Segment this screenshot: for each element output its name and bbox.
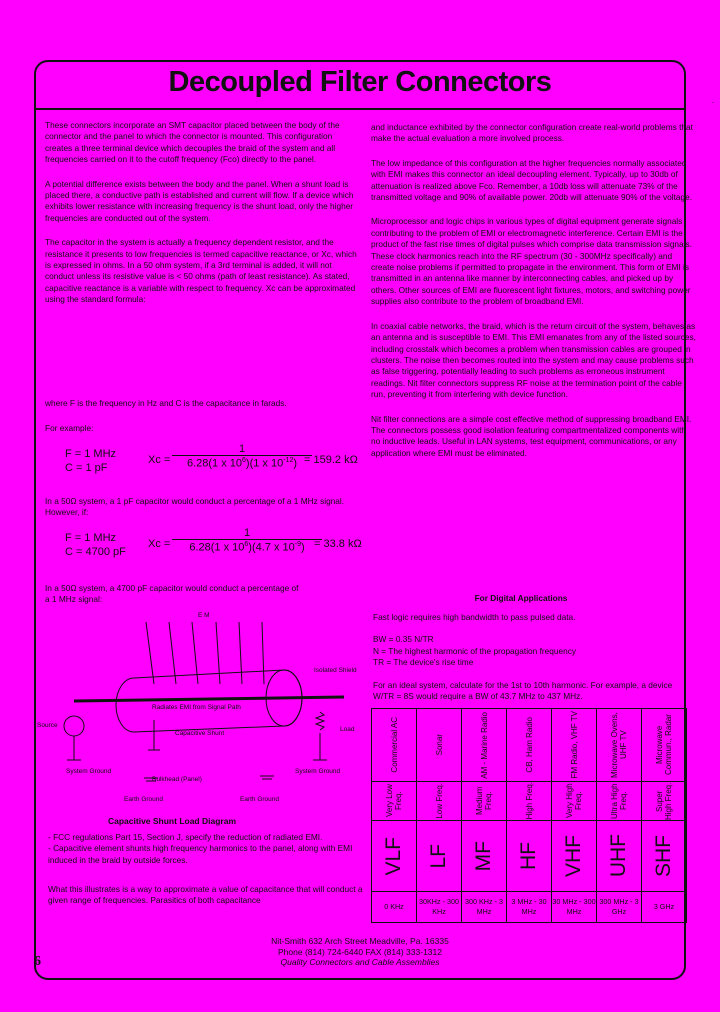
band-range: 300 KHz - 3 MHz (462, 892, 507, 923)
example2-frequency: F = 1 MHz (65, 532, 117, 544)
footer-tagline: Quality Connectors and Cable Assemblies (280, 957, 440, 967)
emi-arrow (146, 622, 154, 684)
example2-fraction (172, 527, 322, 554)
potential-paragraph: A potential difference exists between the body and the panel. When a shunt load is placed there, a conductive path is established and current will flow. If a device which exhibits lower resistance with increasing frequency is the shunt load, only the higher frequencies are conducted out of the system. (45, 178, 354, 223)
earth-ground-left-label: Earth Ground (124, 796, 164, 803)
example1-frequency: F = 1 MHz (65, 448, 117, 460)
ideal-system-paragraph: For an ideal system, calculate for the 1st to 10th harmonic. For example, a device W/TR = 8S would require a BW of 43.7 MHz to 437 MHz. (373, 679, 673, 702)
band-description: Medium Freq. (475, 786, 493, 816)
company-footer (210, 936, 510, 968)
description-row (372, 782, 687, 821)
example1-numerator: 1 (238, 443, 246, 455)
example2-conclusion: In a 50Ω system, a 4700 pF capacitor would conduct a percentage of a 1 MHz signal: (45, 583, 299, 605)
example1-denominator: 6.28(1 x $10^6)(1$ x $10^{-12}$) (172, 455, 312, 470)
source-label: Source (37, 722, 58, 729)
example2-denominator: 6.28(1 x $10^6)(4.7$ x $10^{-9}$) (172, 539, 322, 554)
digital-section (373, 612, 693, 713)
band-application: CB, Ham Radio (524, 717, 534, 773)
left-column (45, 120, 360, 319)
bw-formula: BW = 0.35 N/TR (373, 634, 434, 645)
bulkhead-line (74, 697, 344, 701)
band-abbreviation: MF (472, 840, 495, 872)
capacitive-shunt-label: Capacitive Shunt (175, 730, 225, 737)
band-range: 3 GHz (642, 892, 687, 923)
page-number: 6 (34, 954, 41, 969)
impedance-paragraph: The low impedance of this configuration at the higher frequencies normally associated with EMI makes this connector an ideal decoupling element. Typically, up to 30db of attenuation is realized above Fco. Remember, a 10db loss will attenuate 73% of the transmitted voltage and 90% of available power. 20db will attenuate 90% of the voltage. (371, 157, 693, 203)
band-application: Commercial AC (389, 717, 399, 773)
band-application: Microwave Commun., Radar (655, 714, 673, 776)
band-abbreviation: UHF (607, 834, 630, 878)
diagram-caption: Capacitive Shunt Load Diagram (108, 816, 236, 826)
side-mark: - (712, 100, 714, 106)
band-description: Super High Freq. (655, 782, 673, 820)
filter-paragraph: Nit filter connections are a simple cost effective method of suppressing broadband EMI. The connectors possess good isolation featuring compartmentalized components with no inductive leads. Useful in LAN systems, test equipment, communications, or any application where EMI must be eliminated. (371, 413, 692, 458)
band-description: Very High Freq. (565, 783, 583, 819)
system-ground-right-label: System Ground (295, 768, 341, 775)
abbreviation-row (372, 821, 687, 892)
example1-xc: Xc = (148, 454, 171, 466)
bulkhead-label: Bulkhead (Panel) (152, 776, 202, 783)
frequency-band-table (371, 708, 687, 923)
emi-arrow (262, 622, 264, 684)
example2-numerator: 1 (243, 527, 251, 539)
band-range: 3 MHz - 30 MHz (507, 892, 552, 923)
band-abbreviation: VHF (562, 835, 585, 877)
band-description: High Freq. (524, 782, 534, 820)
bullet-fcc: - FCC regulations Part 15, Section J, specify the reduction of radiated EMI. (48, 832, 323, 842)
isolated-shield-label: Isolated Shield (314, 667, 357, 674)
example1-fraction (172, 443, 312, 470)
band-abbreviation: LF (427, 843, 450, 869)
band-application: Microwave Ovens, UHF TV (610, 712, 628, 778)
intro-paragraph: These connectors incorporate an SMT capacitor placed between the body of the connector and the panel to which the connector is mounted. This configuration creates a three terminal device which decouples the braid of the system and all frequencies carried on it to the cutoff frequency (Fco) directly to the panel. (45, 120, 340, 165)
digital-heading: For Digital Applications (474, 593, 568, 603)
page-title: Decoupled Filter Connectors (168, 66, 552, 98)
example2-result: = 33.8 kΩ (314, 538, 362, 550)
system-ground-left-label: System Ground (66, 768, 112, 775)
band-application: AM - Marine Radio (479, 711, 489, 779)
parasitics-paragraph: and inductance exhibited by the connector configuration create real-world problems that make the actual evaluation a more involved process. (371, 122, 693, 144)
emi-arrow (239, 622, 242, 684)
application-row (372, 709, 687, 782)
example1-capacitance: C = 1 pF (65, 462, 108, 474)
tr-definition: TR = The device's rise time (373, 657, 474, 668)
formula-note: where F is the frequency in Hz and C is the capacitance in farads. (45, 398, 287, 408)
bullet-capacitive: - Capacitive element shunts high frequency harmonics to the panel, along with EMI induced in the braid by outside forces. (48, 843, 353, 865)
band-application: Sonar (434, 734, 444, 756)
band-range: 30 MHz - 300 MHz (552, 892, 597, 923)
band-range: 30KHz - 300 KHz (417, 892, 462, 923)
source-symbol (64, 716, 84, 736)
footer-address: Nit-Smith 632 Arch Street Meadville, Pa. 16335 (271, 936, 449, 946)
load-resistor (316, 712, 324, 730)
coaxial-paragraph: In coaxial cable networks, the braid, which is the return circuit of the system, behaves as an antenna and is susceptible to EMI. This EMI emanates from any of the listed sources, including crosstalk which becomes a problem when transmission cables are grouped in clusters. The noise then becomes routed into the system and may cause problems such as false triggering, potentially leading to such problems as erroneous instrument readings. Nit filter connectors suppress RF noise at the termination point of the cable run, preventing it from interfering with device function. (371, 320, 696, 400)
closing-paragraph: What this illustrates is a way to approximate a value of capacitance that will conduct a given range of frequencies. Parasitics of both capacitance (48, 884, 363, 906)
band-abbreviation: SHF (652, 835, 675, 877)
band-abbreviation: HF (517, 842, 540, 870)
band-abbreviation: VLF (382, 836, 405, 876)
example2-capacitance: C = 4700 pF (65, 546, 126, 558)
band-range: 300 MHz - 3 GHz (597, 892, 642, 923)
regulation-bullets (48, 832, 368, 866)
emi-label: E M (198, 612, 210, 619)
band-description: Very Low Freq. (385, 784, 403, 818)
example1-conclusion: In a 50Ω system, a 1 pF capacitor would conduct a percentage of a 1 MHz signal. However, if: (45, 496, 345, 518)
digital-intro: Fast logic requires high bandwidth to pass pulsed data. (373, 612, 576, 622)
example-label: For example: (45, 423, 94, 433)
band-application: FM Radio, VHF TV (569, 711, 579, 779)
band-range: 0 KHz (372, 892, 417, 923)
emi-arrow (169, 622, 176, 684)
footer-phone: Phone (814) 724-6440 FAX (814) 333-1312 (278, 946, 442, 957)
right-column (371, 122, 696, 472)
emi-arrow (216, 622, 220, 684)
title-divider (34, 108, 686, 110)
example2-xc: Xc = (148, 538, 171, 550)
n-definition: N = The highest harmonic of the propagation frequency (373, 645, 577, 656)
load-label: Load (340, 726, 355, 733)
range-row (372, 892, 687, 923)
radiates-label: Radiates EMI from Signal Path (152, 704, 241, 711)
band-description: Ultra High Freq. (610, 783, 628, 819)
earth-ground-right-label: Earth Ground (240, 796, 280, 803)
microprocessor-paragraph: Microprocessor and logic chips in various types of digital equipment generate signals contributing to the problem of EMI or electromagnetic interference. Certain EMI is the product of the fast rise times of digital pulses which comprise data transmission signals. These clock harmonics reach into the RF spectrum (30 - 300MHz specifically) and create noise problems if permitted to propagate in the environment. This form of EMI is transmitted in an antenna like manner by interconnecting cables, and picked up by others. Other sources of EMI are fluorescent light fixtures, motors, and switching power supplies also contribute to the problem of broadband EMI. (371, 216, 692, 307)
reactance-paragraph: The capacitor in the system is actually a frequency dependent resistor, and the resistance it presents to low frequencies is termed capacitive reactance, or Xc, which is expressed in ohms. In a 50 ohm system, if a 3rd terminal is added, it will not conduct unless its resistive value is < 50 ohms (path of least resistance). As stated, capacitive reactance is a variable with respect to frequency. Xc can be approximated using the standard formula: (45, 237, 357, 305)
example1-result: = 159.2 kΩ (304, 454, 358, 466)
band-description: Low Freq. (434, 783, 444, 819)
